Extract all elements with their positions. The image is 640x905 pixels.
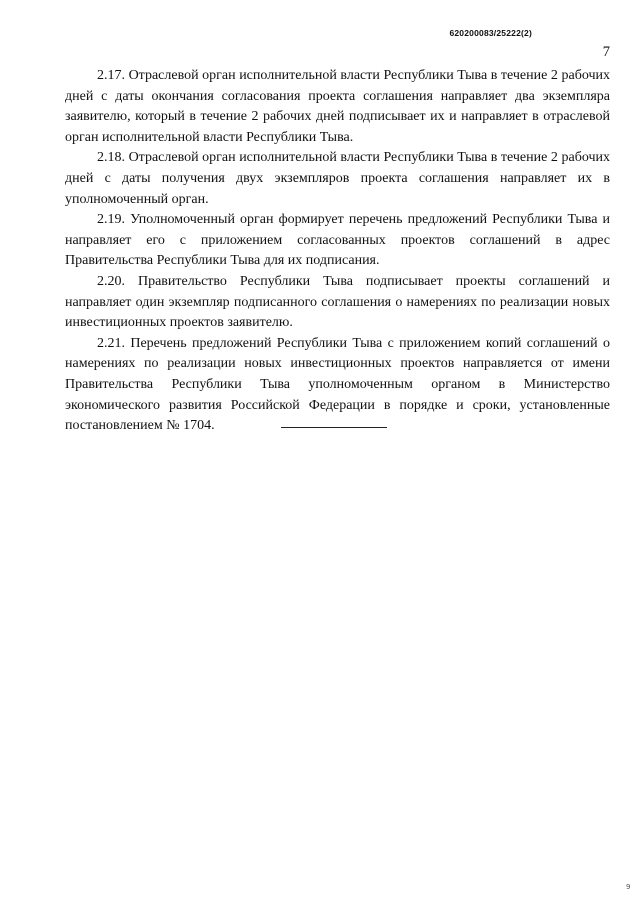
paragraph-2-17: 2.17. Отраслевой орган исполнительной власти Республики Тыва в течение 2 рабочих дней с даты окончания согласования проекта соглашения направляет два экземпляра заявителю, который в течение 2 рабочих дней подписывает их и направляет в отраслевой орган исполнительной власти Республики Тыва.: [65, 68, 610, 145]
paragraph-2-19: 2.19. Уполномоченный орган формирует перечень предложений Республики Тыва и направляет его с приложением согласованных проектов соглашений в адрес Правительства Республики Тыва для их подписания.: [65, 212, 610, 269]
document-id: 620200083/25222(2): [449, 28, 532, 38]
paragraph-2-20: 2.20. Правительство Республики Тыва подписывает проекты соглашений и направляет один экземпляр подписанного соглашения о намерениях по реализации новых инвестиционных проектов заявителю.: [65, 273, 610, 331]
end-divider: [281, 427, 387, 428]
corner-mark: 9: [626, 883, 631, 891]
paragraph-2-21: 2.21. Перечень предложений Республики Тыва с приложением копий соглашений о намерениях по реализации новых инвестиционных проектов направляется от имени Правительства Республики Тыва уполномоченным органом в Министерство экономического развития Российской Федерации в порядке и сроки, установленные постановлением № 1704.: [65, 335, 610, 434]
document-body: [65, 66, 610, 437]
paragraph-2-18: 2.18. Отраслевой орган исполнительной власти Республики Тыва в течение 2 рабочих дней с даты получения двух экземпляров проекта соглашения направляет их в уполномоченный орган.: [65, 150, 610, 207]
page-number: 7: [602, 44, 610, 60]
